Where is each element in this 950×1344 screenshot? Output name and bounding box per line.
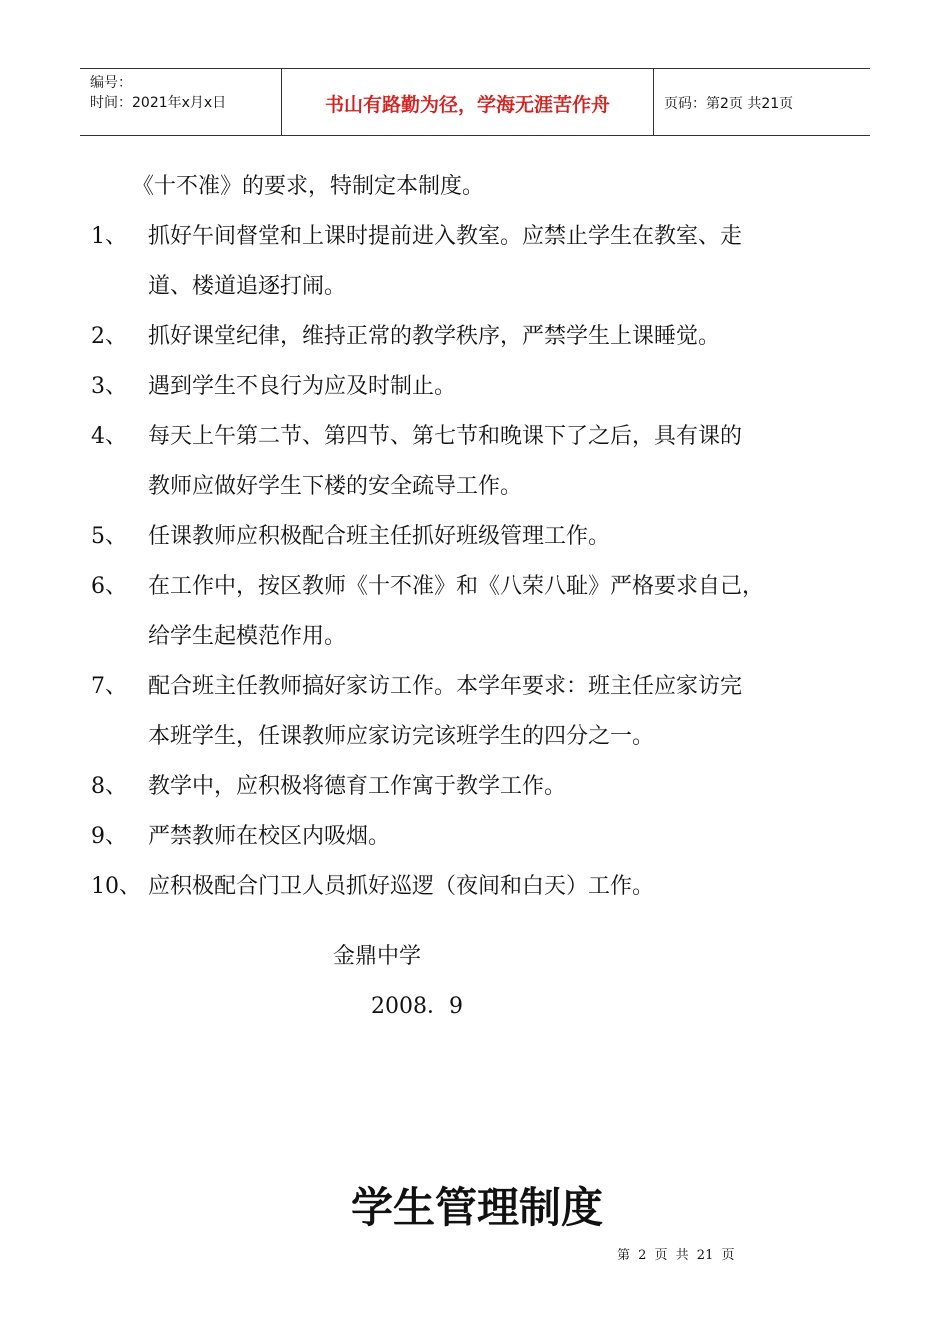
header-page-info: 页码：第2页 共21页: [664, 96, 794, 112]
page-header: [80, 68, 870, 136]
list-item-text: 遇到学生不良行为应及时制止。: [148, 374, 457, 399]
list-item-text: 每天上午第二节、第四节、第七节和晚课下了之后，具有课的: [148, 424, 743, 449]
list-item-number: 8、: [91, 774, 127, 799]
list-item-text: 教师应做好学生下楼的安全疏导工作。: [148, 474, 523, 499]
header-time-label: 时间：2021年x月x日: [90, 95, 227, 111]
list-item-number: 5、: [91, 524, 127, 549]
section-title: 学生管理制度: [350, 1183, 603, 1232]
header-number-label: 编号：: [90, 75, 132, 91]
list-item-number: 7、: [91, 674, 127, 699]
list-item-number: 9、: [91, 824, 127, 849]
list-item-text: 抓好课堂纪律，维持正常的教学秩序，严禁学生上课睡觉。: [148, 324, 721, 349]
intro-text: 《十不准》的要求，特制定本制度。: [132, 174, 485, 199]
list-item-text: 本班学生，任课教师应家访完该班学生的四分之一。: [148, 724, 655, 749]
list-item-number: 10、: [91, 874, 141, 899]
list-item-text: 教学中，应积极将德育工作寓于教学工作。: [148, 774, 567, 799]
list-item-text: 道、楼道追逐打闹。: [148, 274, 347, 299]
list-item-text: 给学生起模范作用。: [148, 624, 347, 649]
header-motto: 书山有路勤为径，学海无涯苦作舟: [282, 69, 654, 135]
list-item-number: 4、: [91, 424, 127, 449]
page-footer: 第 2 页 共 21 页: [617, 1248, 735, 1263]
list-item-text: 严禁教师在校区内吸烟。: [148, 824, 391, 849]
list-item-number: 6、: [91, 574, 127, 599]
list-item-number: 2、: [91, 324, 127, 349]
list-item-number: 1、: [91, 224, 127, 249]
signature-school: 金鼎中学: [333, 944, 422, 969]
list-item-text: 应积极配合门卫人员抓好巡逻（夜间和白天）工作。: [148, 874, 655, 899]
list-item-text: 配合班主任教师搞好家访工作。本学年要求：班主任应家访完: [148, 674, 743, 699]
list-item-text: 在工作中，按区教师《十不准》和《八荣八耻》严格要求自己，: [148, 574, 765, 599]
list-item-number: 3、: [91, 374, 127, 399]
header-meta: [80, 69, 282, 135]
list-item-text: 任课教师应积极配合班主任抓好班级管理工作。: [148, 524, 611, 549]
list-item-text: 抓好午间督堂和上课时提前进入教室。应禁止学生在教室、走: [148, 224, 743, 249]
signature-date: 2008．9: [371, 994, 463, 1019]
